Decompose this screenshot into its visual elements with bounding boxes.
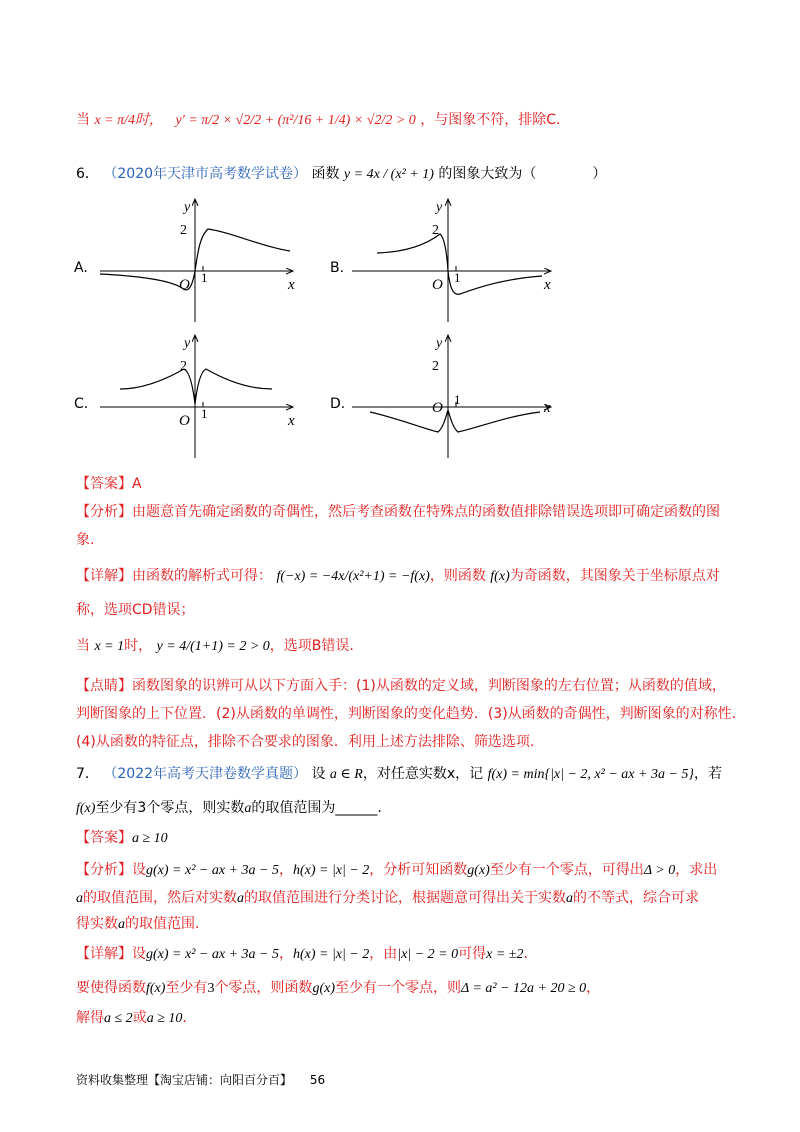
detail-tag: 【详解】 (76, 946, 132, 962)
tick-one-label: 1 (201, 406, 208, 421)
graph-option-d (352, 332, 562, 458)
page-number: 56 (309, 1073, 326, 1087)
graph-option-a (100, 196, 310, 322)
x-label: x (288, 413, 295, 429)
answer-value: A (132, 476, 142, 492)
prev-condition-math: x = π/4时， (94, 113, 164, 128)
answer-tag: 【答案】 (76, 830, 132, 846)
q6-number: 6． (76, 166, 99, 182)
q7-analysis-line-1: 【分析】设g(x) = x² − ax + 3a − 5，h(x) = |x| − 2，分析可知函数g(x)至少有一个零点，可得出Δ > 0，求出 (76, 862, 718, 878)
page-footer (76, 1071, 325, 1088)
option-d-label: D. (330, 396, 346, 412)
detail-tag: 【详解】 (76, 568, 132, 584)
tick-two-label: 2 (432, 223, 439, 238)
option-a-label: A. (74, 260, 88, 276)
q7-number: 7． (76, 766, 99, 782)
option-b-label: B. (330, 260, 345, 276)
x-label: x (288, 277, 295, 293)
q6-point-line-3: (4)从函数的特征点，排除不合要求的图象．利用上述方法排除、筛选选项. (76, 734, 535, 750)
q6-stem (76, 164, 606, 185)
q7-source: （2022年高考天津卷数学真题） (103, 766, 308, 782)
q6-source: （2020年天津市高考数学试卷） (103, 166, 308, 182)
q6-stem-a: 函数 (311, 166, 340, 182)
analysis-tag: 【分析】 (76, 862, 132, 878)
q6-detail-line-2: 称，选项CD错误； (76, 602, 195, 618)
q7-stem-line-1: 7． （2022年高考天津卷数学真题） 设 a ∈ R，对任意实数x，记 f(x) = min{|x| − 2, x² − ax + 3a − 5}，若 (76, 766, 722, 782)
tick-two-label: 2 (180, 359, 187, 374)
origin-label: O (179, 413, 190, 429)
q7-detail-line-3: 解得a ≤ 2或a ≥ 10. (76, 1010, 187, 1026)
answer-value: a ≥ 10 (132, 831, 168, 846)
curve (377, 234, 542, 294)
y-label: y (184, 336, 191, 351)
origin-label: O (179, 277, 190, 293)
prev-derivative-math: y′ = π/2 × √2/2 + (π²/16 + 1/4) × √2/2 > 0 (175, 113, 416, 128)
option-c-label: C. (74, 396, 89, 412)
q7-detail-line-2: 要使得函数f(x)至少有3个零点，则函数g(x)至少有一个零点，则Δ = a² − 12a + 20 ≥ 0， (76, 980, 601, 996)
q6-function-math: y = 4x / (x² + 1) (343, 167, 434, 182)
point-tag: 【点睛】 (76, 678, 132, 694)
y-label: y (436, 200, 443, 215)
footer-text: 资料收集整理【淘宝店铺：向阳百分百】 (76, 1073, 293, 1087)
x-label: x (544, 277, 551, 293)
origin-label: O (432, 400, 443, 416)
y-label: y (184, 200, 191, 215)
tick-two-label: 2 (432, 359, 439, 374)
x-label: x (544, 400, 551, 416)
q7-answer (76, 828, 168, 849)
q7-analysis-line-3: 得实数a的取值范围. (76, 916, 200, 932)
q6-detail-line-1: 【详解】由函数的解析式可得： f(−x) = −4x/(x²+1) = −f(x)，则函数 f(x)为奇函数，其图象关于坐标原点对 (76, 568, 720, 584)
q7-analysis-line-2: a的取值范围，然后对实数a的取值范围进行分类讨论，根据题意可得出关于实数a的不等式，综合可求 (76, 890, 699, 906)
graph-option-c (100, 332, 310, 458)
q7-discriminant-math: Δ = a² − 12a + 20 ≥ 0 (460, 981, 587, 996)
analysis-tag: 【分析】 (76, 504, 132, 520)
curve (120, 369, 272, 404)
q6-analysis-line-2: 象. (76, 532, 95, 548)
origin-label: O (432, 277, 443, 293)
tick-two-label: 2 (180, 223, 187, 238)
q7-stem-line-2: f(x)至少有3个零点，则实数a的取值范围为______. (76, 800, 382, 816)
q7-min-function-math: f(x) = min{|x| − 2, x² − ax + 3a − 5} (487, 767, 694, 782)
q6-point-line-1: 【点睛】函数图象的识辨可从以下方面入手：(1)从函数的定义域，判断图象的左右位置；从函数的值域， (76, 678, 726, 694)
q6-stem-b: 的图象大致为（ ） (438, 166, 607, 182)
prev-solution-line (76, 110, 561, 131)
q7-detail-line-1: 【详解】设g(x) = x² − ax + 3a − 5，h(x) = |x| − 2，由|x| − 2 = 0可得x = ±2. (76, 946, 528, 962)
q6-detail-line-3: 当 x = 1时， y = 4/(1+1) = 2 > 0，选项B错误. (76, 638, 354, 654)
q6-analysis-line-1: 【分析】由题意首先确定函数的奇偶性，然后考查函数在特殊点的函数值排除错误选项即可确定函数的图 (76, 504, 720, 520)
tick-one-label: 1 (201, 270, 208, 285)
q6-point-line-2: 判断图象的上下位置．(2)从函数的单调性，判断图象的变化趋势．(3)从函数的奇偶性，判断图象的对称性． (76, 706, 746, 722)
q6-value-at-one-math: y = 4/(1+1) = 2 > 0 (156, 639, 270, 654)
prev-lead: 当 (76, 112, 90, 128)
prev-conclusion: ，与图象不符，排除C. (420, 112, 561, 128)
curve (370, 410, 540, 432)
tick-one-label: 1 (454, 392, 461, 407)
q6-answer (76, 474, 142, 494)
graph-option-b (352, 196, 562, 322)
answer-tag: 【答案】 (76, 476, 132, 492)
q6-odd-function-math: f(−x) = −4x/(x²+1) = −f(x) (276, 569, 430, 584)
tick-one-label: 1 (454, 270, 461, 285)
y-label: y (436, 336, 443, 351)
